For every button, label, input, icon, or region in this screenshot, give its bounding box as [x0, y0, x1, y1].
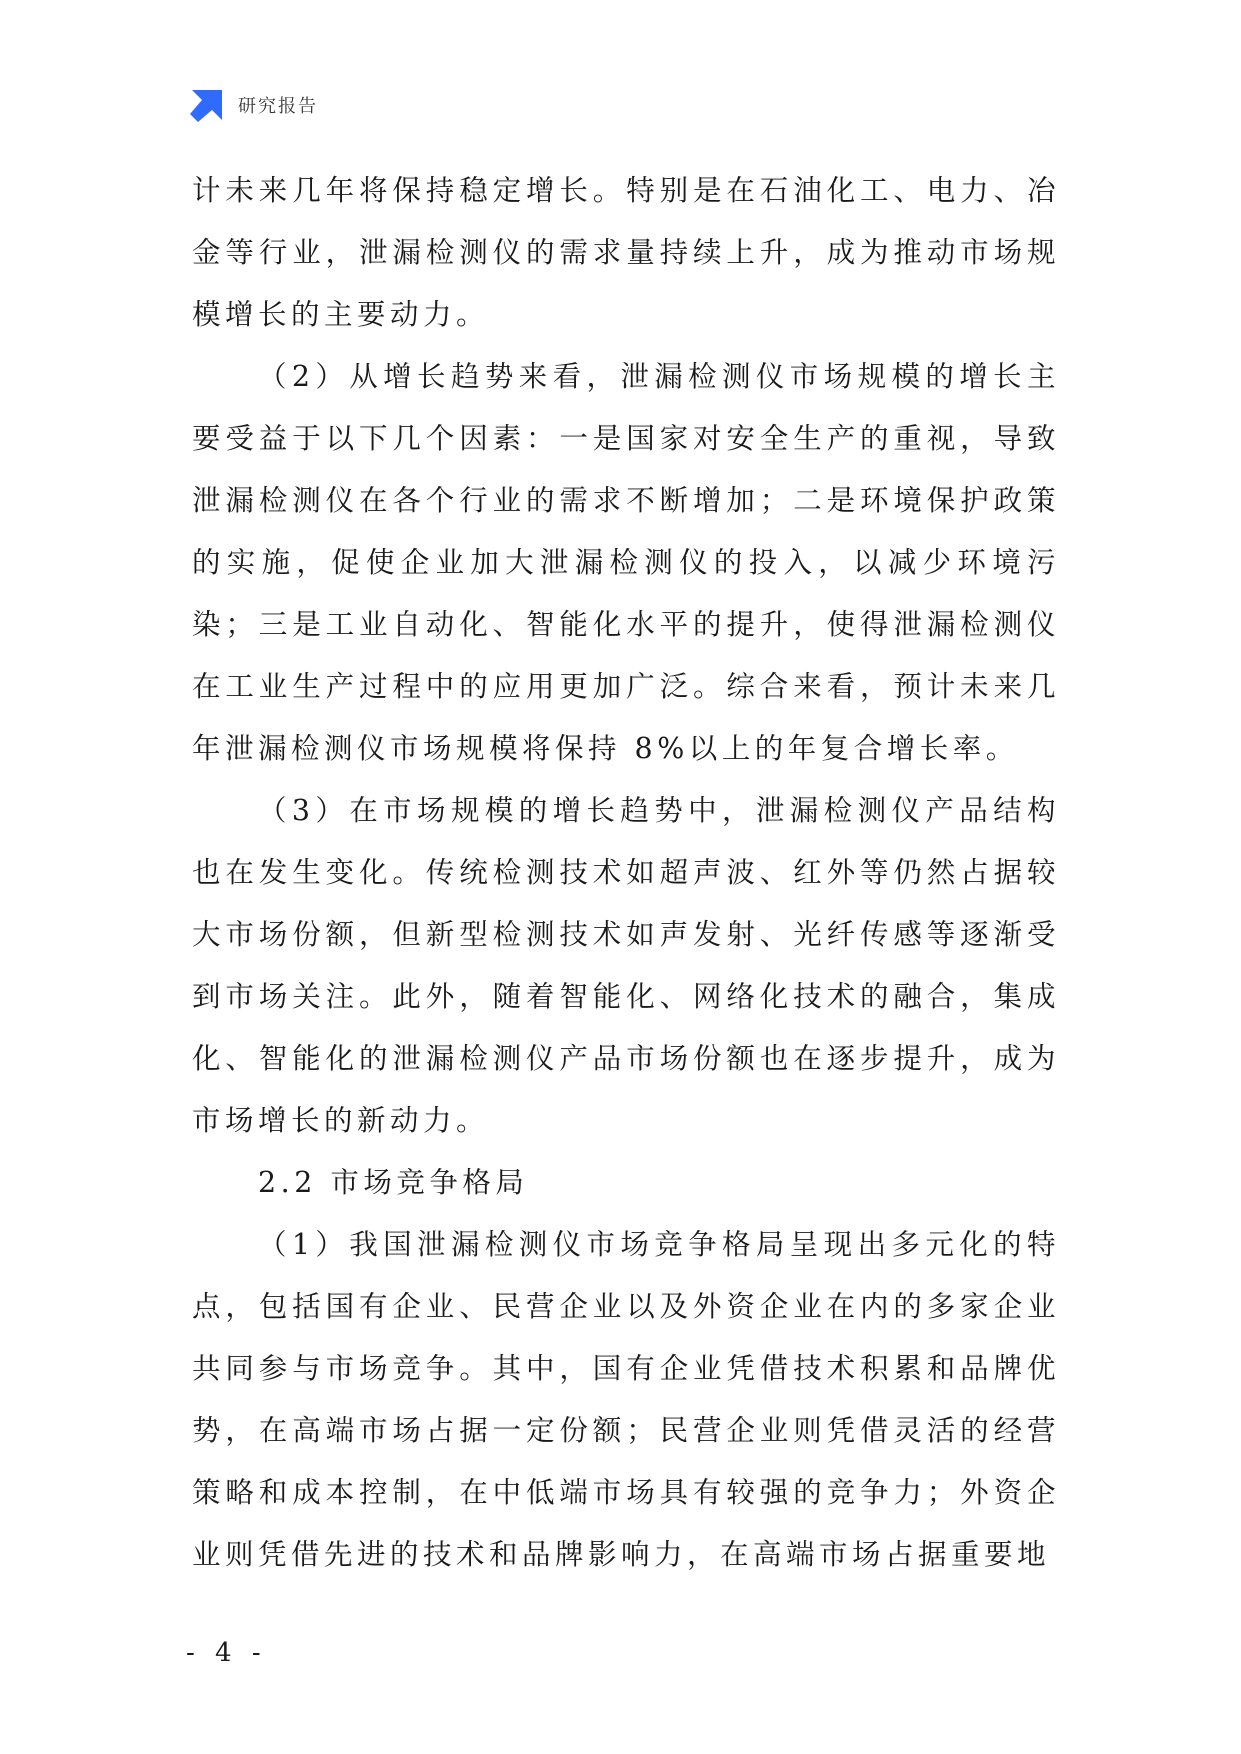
- header-title: 研究报告: [238, 96, 318, 117]
- arrow-up-right-icon: [190, 88, 224, 122]
- report-header: [190, 88, 318, 122]
- page-number: - 4 -: [186, 1638, 267, 1668]
- document-body: [192, 160, 1060, 1586]
- section-heading: 2.2 市场竞争格局: [258, 1166, 529, 1199]
- paragraph-product-structure: （3）在市场规模的增长趋势中，泄漏检测仪产品结构也在发生变化。传统检测技术如超声波、红外等仍然占据较大市场份额，但新型检测技术如声发射、光纤传感等逐渐受到市场关注。此外，随着智能化、网络化技术的融合，集成化、智能化的泄漏检测仪产品市场份额也在逐步提升，成为市场增长的新动力。: [192, 794, 1060, 1137]
- paragraph-continuation: 计未来几年将保持稳定增长。特别是在石油化工、电力、冶金等行业，泄漏检测仪的需求量持续上升，成为推动市场规模增长的主要动力。: [192, 174, 1060, 331]
- paragraph-competition: （1）我国泄漏检测仪市场竞争格局呈现出多元化的特点，包括国有企业、民营企业以及外资企业在内的多家企业共同参与市场竞争。其中，国有企业凭借技术积累和品牌优势，在高端市场占据一定份额；民营企业则凭借灵活的经营策略和成本控制，在中低端市场具有较强的竞争力；外资企业则凭借先进的技术和品牌影响力，在高端市场占据重要地: [192, 1228, 1060, 1571]
- paragraph-growth-factors: （2）从增长趋势来看，泄漏检测仪市场规模的增长主要受益于以下几个因素：一是国家对安全生产的重视，导致泄漏检测仪在各个行业的需求不断增加；二是环境保护政策的实施，促使企业加大泄漏检测仪的投入，以减少环境污染；三是工业自动化、智能化水平的提升，使得泄漏检测仪在工业生产过程中的应用更加广泛。综合来看，预计未来几年泄漏检测仪市场规模将保持 8%以上的年复合增长率。: [192, 360, 1060, 765]
